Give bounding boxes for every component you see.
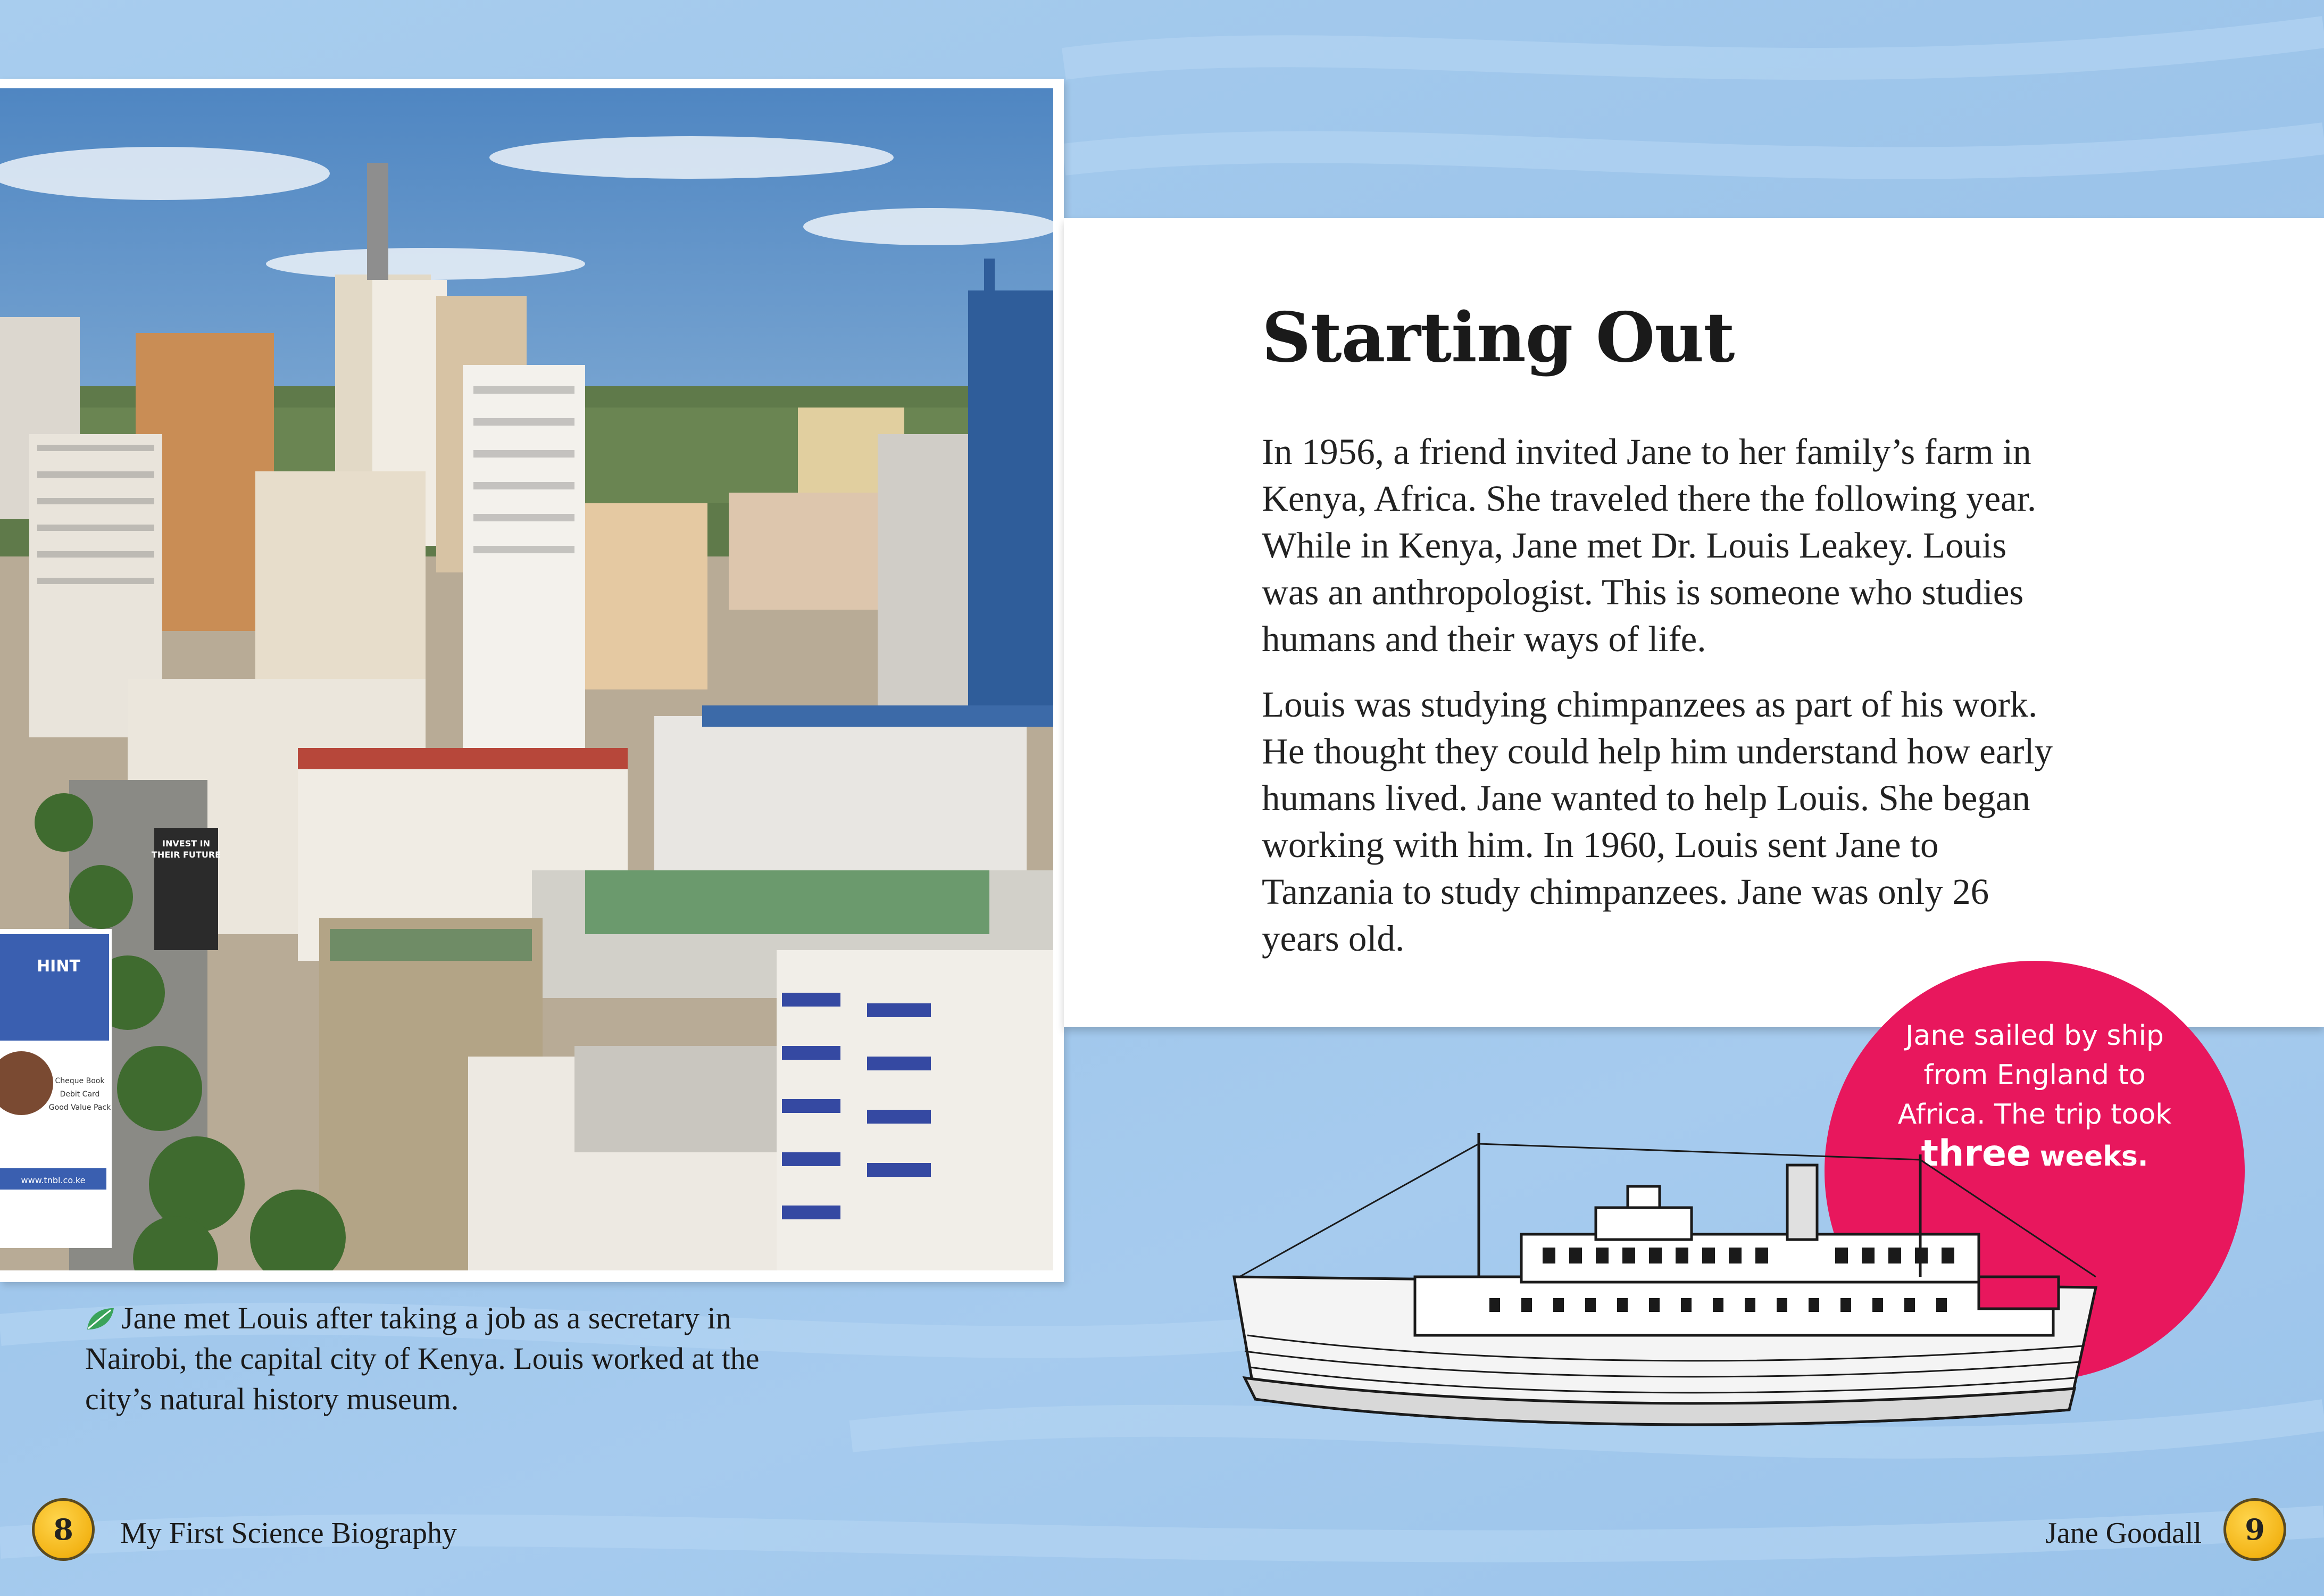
book-title: Jane Goodall: [2045, 1517, 2202, 1550]
steamship-illustration: [1223, 1133, 2117, 1463]
svg-text:THEIR FUTURE: THEIR FUTURE: [151, 850, 221, 860]
body-paragraph-1: In 1956, a friend invited Jane to her family’s farm in Kenya, Africa. She traveled there the following year. While in Kenya, Jane met Dr. Louis Leakey. Louis was an anthropologist. This is someone who studies humans and their ways of life.: [1262, 431, 2037, 659]
page-number-left: 8: [32, 1498, 95, 1561]
fact-emphasis: three: [1921, 1133, 2031, 1175]
photo-caption: [85, 1298, 830, 1419]
body-paragraph-2: Louis was studying chimpanzees as part of his work. He thought they could help him understand how early humans lived. Jane wanted to help Louis. She began working with him. In 1960, Louis sent Jane to Tanzania to study chimpanzees. Jane was only 26 years old.: [1262, 684, 2053, 959]
bank-ad-line: Debit Card: [60, 1090, 100, 1099]
caption-text: Jane met Louis after taking a job as a secretary in Nairobi, the capital city of Kenya. Louis worked at the city’s natural history museum.: [85, 1301, 760, 1416]
leaf-icon: [85, 1306, 116, 1332]
fact-text: Jane sailed by ship from England to Africa. The trip took three weeks.: [1897, 1020, 2172, 1175]
bank-ad-url: www.tnbl.co.ke: [21, 1175, 86, 1185]
page-title: Starting Out: [1262, 298, 1735, 378]
photo-frame: [0, 79, 1064, 1282]
nairobi-city-photo: [0, 88, 1053, 1270]
svg-text:HINT: HINT: [37, 957, 80, 976]
series-title: My First Science Biography: [120, 1517, 457, 1550]
bank-ad-line: Cheque Book: [55, 1077, 105, 1085]
page-number-right: 9: [2223, 1498, 2286, 1561]
bank-ad-line: Good Value Pack: [48, 1103, 111, 1112]
billboard-text: INVEST IN: [162, 838, 211, 849]
